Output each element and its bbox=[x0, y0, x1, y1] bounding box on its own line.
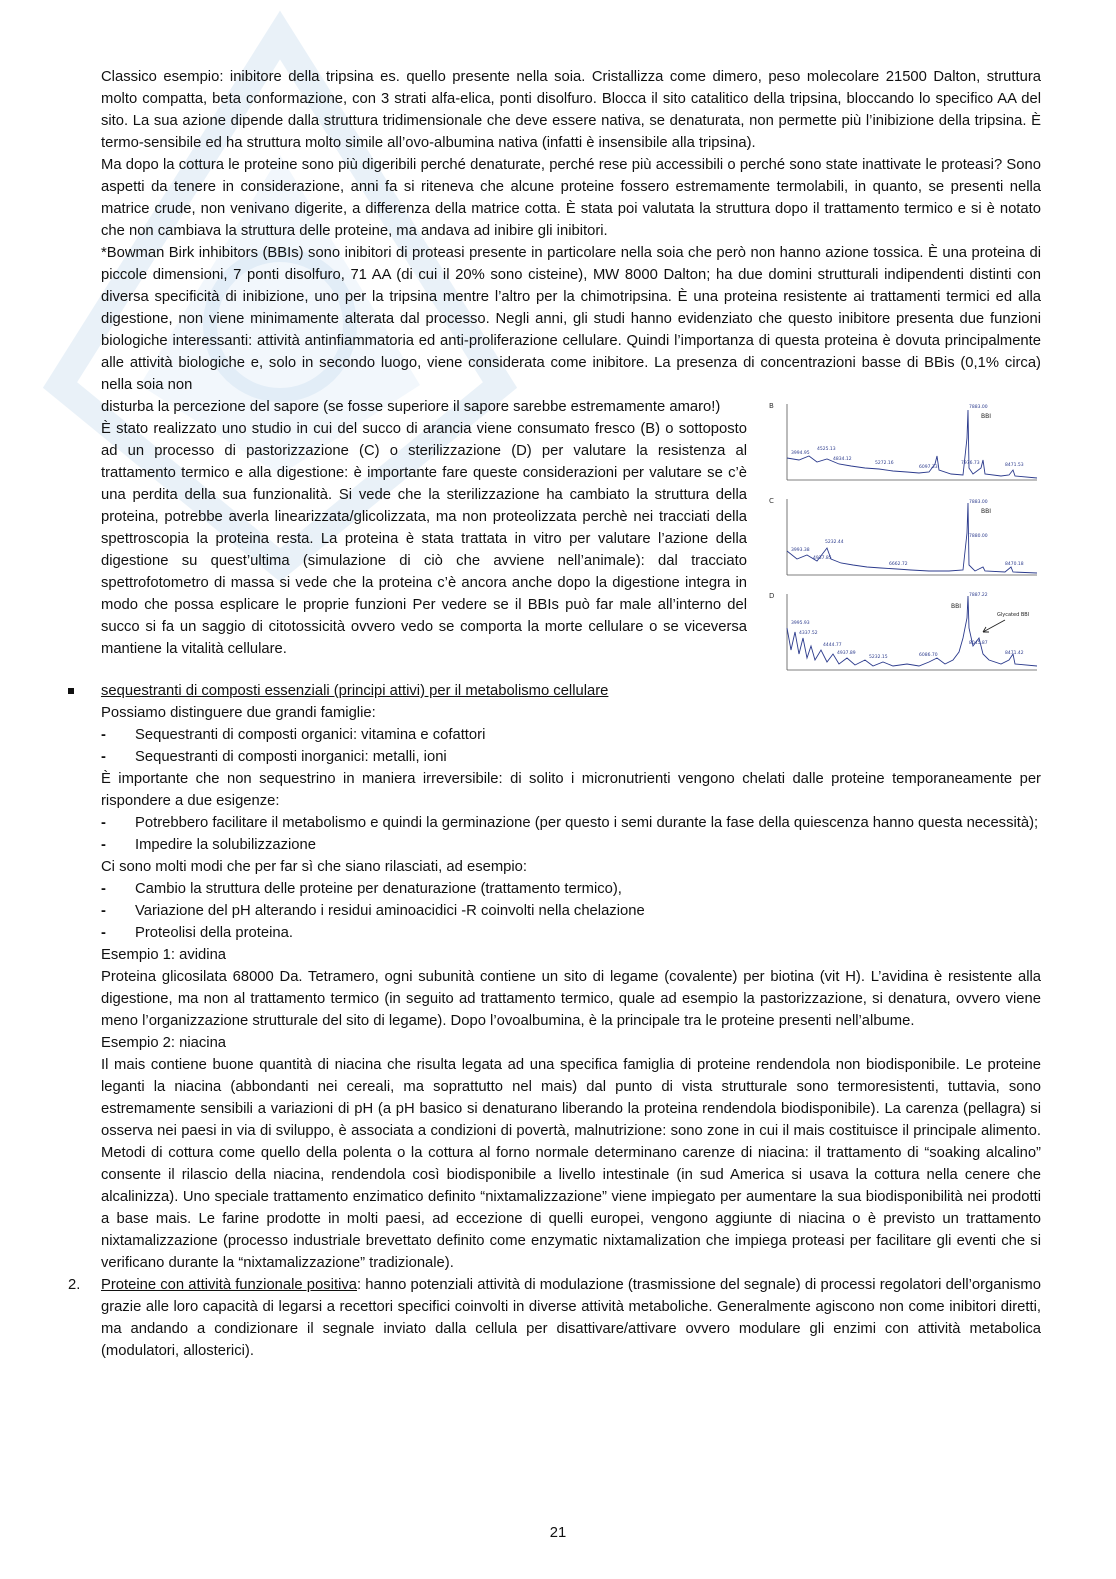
peak-label: 4834.12 bbox=[833, 457, 852, 462]
peak-label: 6097.33 bbox=[919, 465, 938, 470]
paragraph-irreversibile: È importante che non sequestrino in maniera irreversibile: di solito i micronutrienti vengono chelati dalle proteine temporaneamente per rispondere a due esigenze: bbox=[101, 771, 1041, 809]
modi-intro: Ci sono molti modi che per far sì che siano rilasciati, ad esempio: bbox=[101, 859, 528, 875]
dash-bullet-icon: - bbox=[101, 815, 106, 831]
esempio1-text: Proteina glicosilata 68000 Da. Tetramero, ogni subunità contiene un sito di legame (covalente) per biotina (vit H). L’avidina è resistente alla digestione, ma non al trattamento termico (in seguito ad trattamento termico, quale ad esempio la pastorizzazione, si denatura, ovvero viene meno l’organizzazione strutturale del sito di legame). Dopo l’ovoalbumina, è la principale tra le proteine presenti nell’albume. bbox=[101, 969, 1041, 1029]
peak-label: 8471.42 bbox=[1005, 651, 1024, 656]
paragraph-cottura: Ma dopo la cottura le proteine sono più digeribili perché denaturate, perché rese più accessibili o perché sono state inattivate le proteasi? Sono aspetti da tenere in considerazione, anni fa si riteneva che alcune proteine fossero estremamente termolabili, in quanto, se presenti nella matrice crude, non venivano digerite, a differenza della matrice cotta. È stata poi valutata la struttura dopo il trattamento termico e si è notato che non cambiava la struttura delle proteine, ma andava ad inibire gli inibitori. bbox=[101, 157, 1041, 239]
peak-label: 4337.52 bbox=[799, 631, 818, 636]
list-item-text: Proteolisi della proteina. bbox=[135, 925, 293, 941]
item-number: 2. bbox=[68, 1277, 81, 1293]
spectrum-panel-c bbox=[769, 493, 1041, 585]
panel-letter-d: D bbox=[769, 592, 775, 600]
dash-bullet-icon: - bbox=[101, 881, 106, 897]
paragraph-succo: È stato realizzato uno studio in cui del succo di arancia viene consumato fresco (B) o sottoposto ad un processo di pastorizzazione (C) o sterilizzazione (D) per valutare la resistenza al trattamento termico e alla digestione: è importante fare queste considerazioni per valutare se c’è una perdita della sua funzionalità. Si vede che la sterilizzazione ha cambiato la struttura della proteina, potrebbe averla linearizzata/glicolizzata, ma non proteolizzata perchè nei tracciati della spettroscopia la proteina resta. La proteina è stata trattata in vitro per valutare l’azione della digestione su quest’ultima (simulazione di ciò che avviene nell’animale): dal tracciato spettrofotometro di massa si vede che la proteina c’è ancora anche dopo la digestione integra in modo che possa esplicare le proprie funzioni Per vedere se il BBIs può far male all’interno del succo si fa un saggio di citotossicità ovvero vedo se comporta la morte cellulare o se viceversa mantiene la vitalità cellulare. bbox=[101, 421, 747, 657]
esempio1-title: Esempio 1: avidina bbox=[101, 947, 227, 963]
list-item bbox=[101, 834, 1041, 856]
bbi-label-d: BBI bbox=[951, 603, 962, 610]
bbi-figure-section bbox=[101, 396, 1041, 680]
dash-bullet-icon: - bbox=[101, 903, 106, 919]
peak-label: 7880.00 bbox=[969, 534, 988, 539]
dash-bullet-icon: - bbox=[101, 727, 106, 743]
item-heading: Proteine con attività funzionale positiva bbox=[101, 1277, 357, 1293]
peak-label: 5232.44 bbox=[825, 540, 844, 545]
list-item-text: Impedire la solubilizzazione bbox=[135, 837, 316, 853]
list-item bbox=[101, 922, 1041, 944]
peak-label: 5232.15 bbox=[869, 655, 888, 660]
list-item-text: Sequestranti di composti organici: vitamina e cofattori bbox=[135, 727, 486, 743]
peak-label: 6662.72 bbox=[889, 562, 908, 567]
panel-letter-b: B bbox=[769, 402, 774, 410]
panel-letter-c: C bbox=[769, 497, 774, 505]
esempio2-text: Il mais contiene buone quantità di niacina che risulta legata ad una specifica famiglia di proteine rendendola non biodisponibile. Le proteine leganti la niacina (abbondanti nei cereali, ma soprattutto nel mais) dal punto di vista strutturale sono termoresistenti, tuttavia, sono estremamente sensibili a variazioni di pH (a pH basico si denaturano liberando la proteina rendendola biodisponibile). La carenza (pellagra) si osserva nei paesi in via di sviluppo, è associata a condizioni di povertà, malnutrizione: sono zone in cui il mais costituisce il principale alimento. Metodi di cottura come quello della polenta o la cottura al forno normale determinano carenze di niacina: il trattamento di “soaking alcalino” consente il rilascio della niacina, rendendola così biodisponibile a livello intestinale (in sud America si usava la cottura nella cenere che alcalinizza). Uno speciale trattamento enzimatico definito “nixtamalizzazione” viene impiegato per aumentare la sua biodisponibilità nei prodotti a base mais. Le farine prodotte in molti paesi, ad eccezione di quelli europei, vengono aggiunte di niacina o è previsto un trattamento nixtamalizzazione (processo industriale brevettato definito come enzymatic nixtamalization che impiega proteasi per facilitare gli eventi che si verificano durante la “nixtamalizzazione” tradizionale). bbox=[101, 1057, 1041, 1271]
bullet-heading: sequestranti di composti essenziali (principi attivi) per il metabolismo cellulare bbox=[101, 683, 609, 699]
esempio2-title: Esempio 2: niacina bbox=[101, 1035, 227, 1051]
list-item-text: Cambio la struttura delle proteine per denaturazione (trattamento termico), bbox=[135, 881, 622, 897]
list-item bbox=[101, 812, 1041, 834]
square-bullet-icon bbox=[68, 688, 74, 694]
main-text bbox=[68, 66, 1041, 1362]
spectrum-trace-d bbox=[787, 596, 1037, 666]
paragraph-bbi: *Bowman Birk inhibitors (BBIs) sono inibitori di proteasi presente in particolare nella soia che però non hanno azione tossica. È una proteina di piccole dimensioni, 7 ponti disolfuro, 71 AA (di cui il 20% sono cisteine), MW 8000 Dalton; ha due domini strutturali indipendenti distinti con diversa specificità di inibizione, uno per la tripsina mentre l’altro per la chimotripsina. È una proteina resistente ai trattamenti termici ed alla digestione, non viene minimamente alterata dal processo. Negli anni, gli studi hanno evidenziato che questo inibitore presenta due funzioni biologiche interessanti: attività antinfiammatoria ed anti-proliferazione cellulare. Quindi l’importanza di questa proteina è dovuta principalmente alle attività biologiche e, solo in secondo luogo, viene considerata come inibitore. La presenza di concentrazioni basse di BBis (0,1% circa) nella soia non bbox=[101, 245, 1041, 393]
mass-spectra-figure bbox=[769, 398, 1041, 680]
list-item bbox=[101, 878, 1041, 900]
spectrum-trace-b bbox=[787, 410, 1037, 478]
famiglie-intro: Possiamo distinguere due grandi famiglie: bbox=[101, 705, 376, 721]
spectrum-panel-d bbox=[769, 588, 1041, 680]
list-item-text: Potrebbero facilitare il metabolismo e quindi la germinazione (per questo i semi durante la fase della quiescenza hanno questa necessità); bbox=[135, 815, 1039, 831]
paragraph-bbi-tail: disturba la percezione del sapore (se fosse superiore il sapore sarebbe estremamente amaro!) bbox=[101, 399, 721, 415]
peak-label: 6086.70 bbox=[919, 653, 938, 658]
peak-label: 8470.18 bbox=[1005, 562, 1024, 567]
peak-label: 4525.13 bbox=[817, 447, 836, 452]
peak-label: 4937.85 bbox=[813, 556, 832, 561]
peak-label: 3994.95 bbox=[791, 451, 810, 456]
item-text: : hanno potenziali attività di modulazione (trasmissione del segnale) di processi regolatori dell’organismo grazie alle loro capacità di legarsi a recettori specifici coinvolti in diverse attività metaboliche. Generalmente agiscono non come inibitori diretti, ma andando a condizionare il segnale inviato dalla cellula per disattivare/attivare ovvero modulare gli enzimi con attività metabolica (modulatori, allosterici). bbox=[101, 1277, 1041, 1359]
page-number: 21 bbox=[549, 1525, 567, 1541]
peak-label: 7883.00 bbox=[969, 500, 988, 505]
list-item-text: Variazione del pH alterando i residui aminoacidici -R coinvolti nella chelazione bbox=[135, 903, 645, 919]
peak-label: 8045.87 bbox=[969, 641, 988, 646]
list-item-text: Sequestranti di composti inorganici: metalli, ioni bbox=[135, 749, 447, 765]
bullet-item-sequestranti bbox=[101, 680, 1041, 702]
dash-bullet-icon: - bbox=[101, 749, 106, 765]
peak-label: 3993.38 bbox=[791, 548, 810, 553]
list-item bbox=[101, 746, 1041, 768]
paragraph-tripsina: Classico esempio: inibitore della tripsina es. quello presente nella soia. Cristallizza come dimero, peso molecolare 21500 Dalton, struttura molto compatta, beta conformazione, con 3 strati alfa-elica, ponti disolfuro. Blocca il sito catalitico della tripsina, bloccando lo specifico AA del sito. La sua azione dipende dalla struttura tridimensionale che deve essere nativa, se denaturata, non permette più l’inibizione della tripsina. È termo-sensibile ed ha struttura molto simile all’ovo-albumina nativa (infatti è insensibile alla tripsina). bbox=[101, 69, 1041, 151]
glycated-arrow-icon bbox=[983, 620, 1005, 632]
peak-label: 3995.93 bbox=[791, 621, 810, 626]
dash-bullet-icon: - bbox=[101, 837, 106, 853]
glycated-bbi-label: Glycated BBI bbox=[997, 612, 1030, 618]
numbered-item-2 bbox=[68, 1274, 1041, 1362]
peak-label: 8471.53 bbox=[1005, 463, 1024, 468]
list-item bbox=[101, 900, 1041, 922]
peak-label: 4937.89 bbox=[837, 651, 856, 656]
spectrum-trace-c bbox=[787, 503, 1037, 573]
list-item bbox=[101, 724, 1041, 746]
peak-label: 7976.73 bbox=[961, 461, 980, 466]
peak-label: 7883.00 bbox=[969, 405, 988, 410]
spectrum-panel-b bbox=[769, 398, 1041, 490]
dash-bullet-icon: - bbox=[101, 925, 106, 941]
bbi-label-b: BBI bbox=[981, 413, 992, 420]
peak-label: 7887.22 bbox=[969, 593, 988, 598]
peak-label: 5272.16 bbox=[875, 461, 894, 466]
bbi-label-c: BBI bbox=[981, 508, 992, 515]
peak-label: 4444.77 bbox=[823, 643, 842, 648]
